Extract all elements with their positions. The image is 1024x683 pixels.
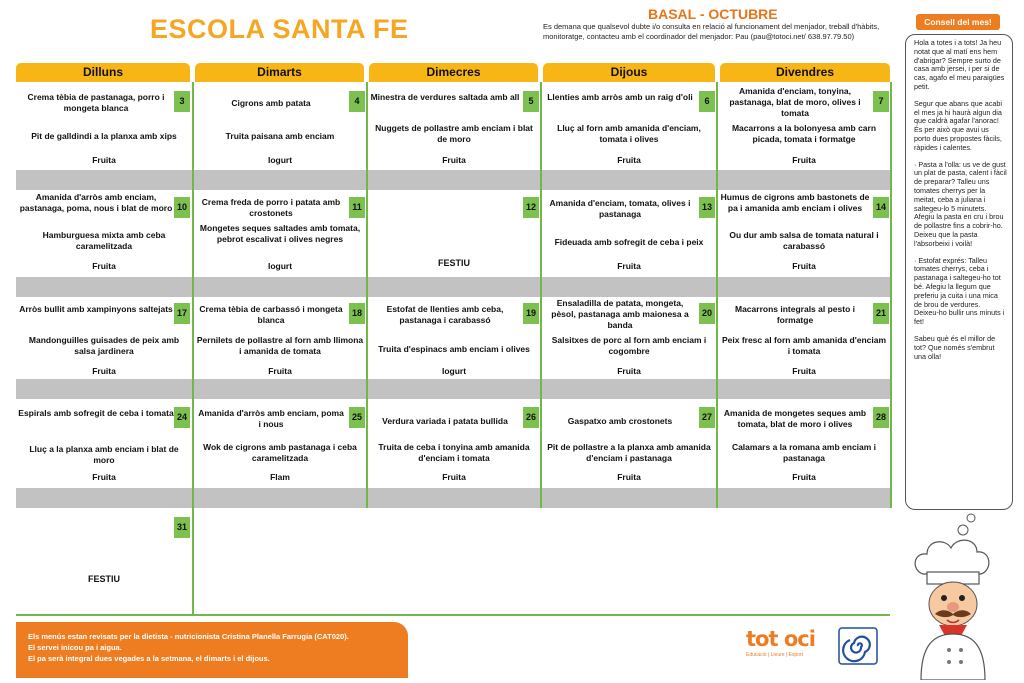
day-number: 3	[174, 91, 190, 112]
advice-bubble	[905, 34, 1013, 510]
menu-cell-day-6	[542, 86, 716, 170]
contact-note: Es demana que qualsevol dubte i/o consulta en relació al funcionament del menjador, treball d'hàbits, monitoratge, contacteu amb el coordinador del menjador: Pau (pau@totoci.net/ 638.97.79.50)	[543, 22, 880, 41]
school-swirl-logo-icon	[838, 627, 878, 665]
menu-cell-day-21	[718, 298, 890, 379]
totoci-logo-tagline: Educació | Lleure | Esport	[746, 652, 804, 658]
menu-cell-day-24	[16, 402, 192, 488]
advice-title: Consell del mes!	[916, 14, 1000, 30]
day-number: 11	[349, 197, 365, 218]
menu-cell-day-26	[368, 402, 540, 488]
dish-second-course: Truita de ceba i tonyina amb amanida d'enciam i tomata	[378, 442, 530, 463]
dish-second-course: Wok de cigrons amb pastanaga i ceba caramelitzada	[203, 442, 357, 463]
dish-first-course: Estofat de llenties amb ceba, pastanaga i carabassó	[386, 304, 504, 325]
dish-first-course: Crema tèbia de pastanaga, porro i mongeta blanca	[27, 92, 165, 113]
dish-second-course: Truita paisana amb enciam	[225, 131, 335, 141]
dish-dessert: Iogurt	[267, 155, 293, 165]
dish-dessert: Fruita	[792, 261, 816, 271]
dish-second-course: Peix fresc al forn amb amanida d'enciam i tomata	[721, 335, 887, 356]
advice-paragraph: · Estofat exprés: Talleu tomates cherrys, ceba i pastanaga i saltegeu-ho tot bé. Afegiu la llegum que preferiu ja cuita i una mica de brou de verdures. Deixeu-ho bullir uns minuts i fet!	[914, 255, 1005, 327]
dish-first-course: Gaspatxo amb crostonets	[567, 416, 673, 426]
week-separator	[16, 170, 890, 190]
day-number: 18	[349, 303, 365, 324]
day-number: 4	[349, 91, 365, 112]
day-number: 26	[523, 407, 539, 428]
day-header-dimecres: Dimecres	[369, 63, 538, 82]
dish-first-course: Arròs bullit amb xampinyons saltejats	[19, 304, 173, 314]
menu-cell-day-12	[368, 192, 540, 277]
dish-first-course: Ensaladilla de patata, mongeta, pèsol, pastanaga amb maionesa a banda	[551, 298, 689, 330]
advice-paragraph: Sabeu què és el millor de tot? Que només s'embrut una olla!	[914, 333, 996, 361]
day-header-divendres: Divendres	[720, 63, 890, 82]
dish-first-course: Minestra de verdures saltada amb all	[370, 92, 520, 102]
day-number: 17	[174, 303, 190, 324]
day-number: 6	[699, 91, 715, 112]
footer-notes	[16, 622, 408, 678]
dish-second-course: Truita d'espinacs amb enciam i olives	[378, 344, 530, 354]
menu-cell-day-5	[368, 86, 540, 170]
dish-second-course: Hamburguesa mixta amb ceba caramelitzada	[42, 230, 166, 251]
holiday-label: FESTIU	[87, 574, 120, 584]
dish-dessert: Fruita	[442, 155, 466, 165]
menu-cell-day-27	[542, 402, 716, 488]
advice-paragraph: Hola a totes i a tots! Ja heu notat que al matí ens hem d'abrigar? Sempre surto de casa amb jersei, i per si de cas, agafo el meu paraigües petit.	[914, 38, 1005, 91]
dish-dessert: Fruita	[92, 472, 116, 482]
dish-first-course: Crema freda de porro i patata amb crostonets	[201, 197, 341, 218]
menu-cell-day-13	[542, 192, 716, 277]
dish-first-course: Llenties amb arròs amb un raig d'oli	[547, 92, 693, 102]
dish-first-course: Amanida d'arròs amb enciam, pastanaga, poma, nous i blat de moro	[19, 192, 173, 213]
day-number: 13	[699, 197, 715, 218]
day-number: 10	[174, 197, 190, 218]
dish-dessert: Fruita	[442, 472, 466, 482]
grid-line	[890, 82, 892, 508]
day-header-dijous: Dijous	[543, 63, 715, 82]
menu-cell-day-31	[16, 512, 192, 614]
dish-dessert: Fruita	[92, 261, 116, 271]
dish-first-course: Humus de cigrons amb bastonets de pa i amanida amb enciam i olives	[720, 192, 870, 213]
dish-second-course: Nuggets de pollastre amb enciam i blat de moro	[375, 123, 533, 144]
menu-cell-day-10	[16, 192, 192, 277]
dish-dessert: Flam	[270, 472, 290, 482]
dish-second-course: Lluç al forn amb amanida d'enciam, tomata i olives	[557, 123, 701, 144]
dish-first-course: Amanida d'enciam, tomata, olives i pastanaga	[549, 198, 691, 219]
dish-second-course: Calamars a la romana amb enciam i pastanaga	[731, 442, 877, 463]
menu-cell-day-3	[16, 86, 192, 170]
day-number: 5	[523, 91, 539, 112]
menu-cell-day-25	[194, 402, 366, 488]
dish-dessert: Fruita	[268, 366, 292, 376]
dish-dessert: Iogurt	[441, 366, 467, 376]
dish-second-course: Salsitxes de porc al forn amb enciam i cogombre	[551, 335, 707, 356]
menu-cell-day-17	[16, 298, 192, 379]
dish-second-course: Mongetes seques saltades amb tomata, pebrot escalivat i olives negres	[199, 223, 361, 244]
week-separator	[16, 277, 890, 297]
menu-type-title: BASAL - OCTUBRE	[648, 6, 778, 22]
dish-first-course: Crema tèbia de carbassó i mongeta blanca	[199, 304, 343, 325]
totoci-logo-wordmark: tot oci	[746, 627, 815, 651]
dish-dessert: Fruita	[792, 366, 816, 376]
dish-second-course: Pit de galldindi a la planxa amb xips	[31, 131, 177, 141]
dish-first-course: Amanida d'enciam, tonyina, pastanaga, blat de moro, olives i tomata	[729, 86, 861, 118]
dish-second-course: Macarrons a la bolonyesa amb carn picada, tomata i formatge	[731, 123, 877, 144]
day-number: 14	[873, 197, 889, 218]
dish-second-course: Pernilets de pollastre al forn amb llimona i amanida de tomata	[196, 335, 364, 356]
footer-note-dietitian: Els menús estan revisats per la dietista - nutricionista Cristina Planella Farrugia (CAT020).	[28, 632, 349, 641]
day-header-dimarts: Dimarts	[195, 63, 364, 82]
day-number: 12	[523, 197, 539, 218]
menu-cell-day-14	[718, 192, 890, 277]
day-header-dilluns: Dilluns	[16, 63, 190, 82]
menu-cell-day-28	[718, 402, 890, 488]
grid-line	[16, 614, 890, 616]
menu-cell-day-20	[542, 298, 716, 379]
advice-paragraph: Segur que abans que acabi el mes ja hi haurà algun dia que caldrà agafar l'anorac! És per això que avui us porto dues propostes fàcils, ràpides i calentes.	[914, 98, 1002, 152]
dish-second-course: Mandonguilles guisades de peix amb salsa jardinera	[28, 335, 180, 356]
dish-dessert: Fruita	[617, 261, 641, 271]
dish-dessert: Iogurt	[267, 261, 293, 271]
dish-dessert: Fruita	[92, 155, 116, 165]
dish-first-course: Cigrons amb patata	[231, 98, 311, 108]
dish-dessert: Fruita	[792, 472, 816, 482]
dish-first-course: Amanida de mongetes seques amb tomata, blat de moro i olives	[723, 408, 867, 429]
dish-second-course: Lluç a la planxa amb enciam i blat de moro	[29, 444, 179, 465]
dish-dessert: Fruita	[92, 366, 116, 376]
day-number: 7	[873, 91, 889, 112]
footer-note-bread-water: El servei inicou pa i aigua.	[28, 643, 122, 652]
advice-paragraph: · Pasta a l'olla: us ve de gust un plat de pasta, calent i fàcil de preparar? Talleu uns tomates cherrys per la meitat, ceba a juliana i saltegeu-lo 5 minutets. Afegiu la pasta en cru i brou de pollastre fins a cobrir-ho. Deixeu que la pasta l'absorbeixi i voilà!	[914, 159, 1007, 248]
dish-dessert: Fruita	[792, 155, 816, 165]
day-number: 25	[349, 407, 365, 428]
dish-first-course: Macarrons integrals al pesto i formatge	[735, 304, 855, 325]
school-title: ESCOLA SANTA FE	[150, 14, 409, 44]
dish-first-course: Espirals amb sofregit de ceba i tomata	[18, 408, 174, 418]
footer-note-wholegrain: El pa serà integral dues vegades a la setmana, el dimarts i el dijous.	[28, 654, 270, 663]
week-separator	[16, 379, 890, 399]
chef-illustration-icon	[905, 512, 1013, 680]
dish-second-course: Fideuada amb sofregit de ceba i peix	[554, 237, 704, 247]
dish-dessert: Fruita	[617, 366, 641, 376]
menu-cell-day-7	[718, 86, 890, 170]
day-number: 28	[873, 407, 889, 428]
holiday-label: FESTIU	[437, 258, 470, 268]
dish-second-course: Pit de pollastre a la planxa amb amanida d'enciam i pastanaga	[547, 442, 711, 463]
menu-cell-day-19	[368, 298, 540, 379]
totoci-logo	[746, 627, 820, 658]
menu-cell-day-4	[194, 86, 366, 170]
menu-cell-day-18	[194, 298, 366, 379]
day-number: 20	[699, 303, 715, 324]
menu-cell-day-11	[194, 192, 366, 277]
day-number: 24	[174, 407, 190, 428]
dish-first-course: Verdura variada i patata bullida	[382, 416, 508, 426]
week-separator	[16, 488, 890, 508]
day-number: 31	[174, 517, 190, 538]
day-number: 19	[523, 303, 539, 324]
day-number: 21	[873, 303, 889, 324]
day-number: 27	[699, 407, 715, 428]
dish-second-course: Ou dur amb salsa de tomata natural i carabassó	[729, 230, 879, 251]
dish-dessert: Fruita	[617, 155, 641, 165]
dish-dessert: Fruita	[617, 472, 641, 482]
dish-first-course: Amanida d'arròs amb enciam, poma i nous	[198, 408, 344, 429]
